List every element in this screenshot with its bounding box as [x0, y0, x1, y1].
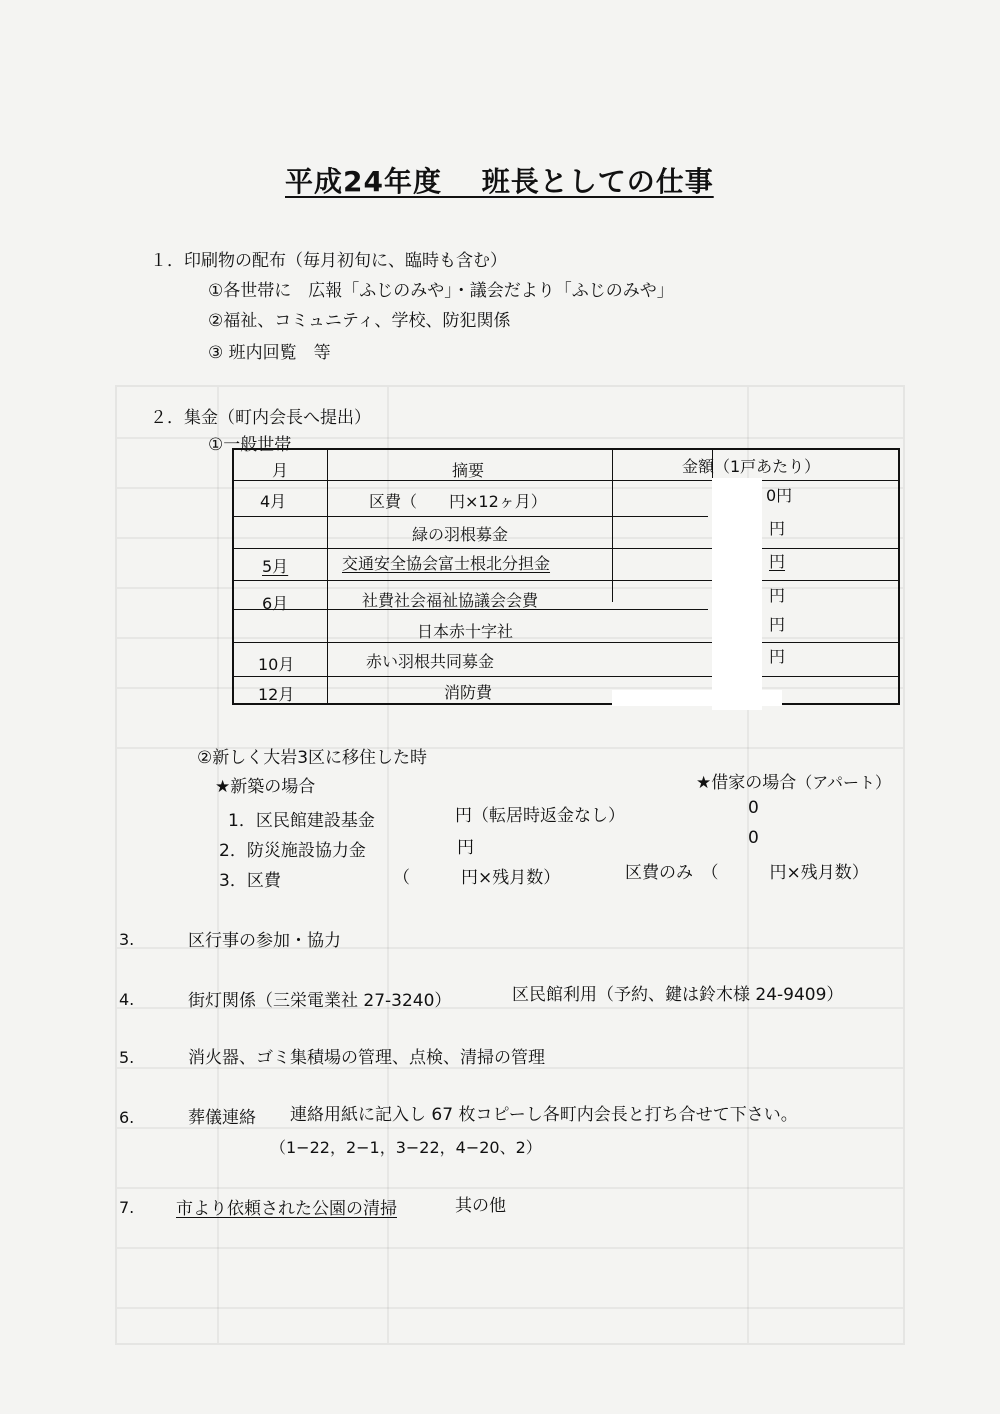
- section-1-item-3: ③ 班内回覧 等: [208, 343, 331, 363]
- section-4-text-2: 区民館利用（予約、鍵は鈴木様 24-9409）: [512, 985, 844, 1005]
- section-1-item-2: ②福祉、コミュニティ、学校、防犯関係: [208, 311, 511, 331]
- section-5-number: 5.: [119, 1048, 135, 1067]
- table-row-month: 10月: [258, 655, 295, 674]
- section-2-sub-2: ②新しく大岩3区に移住した時: [197, 748, 428, 768]
- table-row-month: 6月: [262, 594, 289, 613]
- redaction-mask: [712, 478, 762, 710]
- table-row-month: 12月: [258, 685, 295, 704]
- section-7-label: 市より依頼された公園の清掃: [176, 1199, 397, 1219]
- table-row-amount: 円: [769, 552, 786, 571]
- rental-label: [696, 768, 891, 793]
- table-row-amount: 円: [769, 615, 786, 634]
- section-6-text: 連絡用紙に記入し 67 枚コピーし各町内会長と打ち合せて下さい。: [290, 1105, 798, 1125]
- table-row-desc: 赤い羽根共同募金: [366, 652, 495, 671]
- table-row-desc: 消防費: [444, 683, 493, 702]
- section-1-heading: １．印刷物の配布（毎月初旬に、臨時も含む）: [150, 251, 507, 271]
- section-7-number: 7.: [119, 1198, 135, 1217]
- table-row-amount: 円: [769, 519, 786, 538]
- table-row-amount: 円: [769, 586, 786, 605]
- section-6-label: 葬儀連絡: [188, 1108, 256, 1128]
- table-header-month: 月: [272, 461, 289, 480]
- new-item-label: 2．防災施設協力金: [219, 841, 366, 861]
- rental-label-text: ★借家の場合: [696, 773, 797, 793]
- table-row-desc: 緑の羽根募金: [412, 525, 509, 544]
- table-row-desc: 日本赤十字社: [417, 622, 514, 641]
- new-build-label: ★新築の場合: [215, 777, 316, 797]
- rental-item-value: 0: [748, 798, 759, 818]
- table-row-desc: 社費社会福祉協議会会費: [362, 591, 539, 610]
- new-item-label: 3．区費: [219, 871, 281, 891]
- table-row-month: 5月: [262, 557, 289, 576]
- section-2-sub-1: ①一般世帯: [208, 435, 292, 455]
- section-6-number: 6.: [119, 1108, 135, 1127]
- table-row-month: 4月: [260, 492, 287, 511]
- table-header-desc: 摘要: [452, 461, 485, 480]
- rental-label-sub: （アパート）: [796, 773, 891, 792]
- table-row-amount: 0円: [766, 486, 793, 505]
- section-1-item-1: ①各世帯に 広報「ふじのみや」・議会だより「ふじのみや」: [208, 281, 674, 301]
- new-item-value: （ 円×残月数）: [393, 868, 561, 888]
- section-4-text: 街灯関係（三栄電業社 27-3240）: [188, 991, 452, 1011]
- new-item-value: 円: [457, 838, 474, 858]
- rental-item-value: 区費のみ （ 円×残月数）: [625, 863, 869, 883]
- table-row-amount: 円: [769, 647, 786, 666]
- section-3-text: 区行事の参加・協力: [188, 931, 341, 951]
- table-row-desc: 交通安全協会富士根北分担金: [342, 554, 551, 573]
- rental-item-value: 0: [748, 828, 759, 848]
- fee-table: [232, 448, 900, 705]
- section-7-text: 其の他: [455, 1196, 506, 1216]
- new-item-value: 円（転居時返金なし）: [455, 806, 625, 826]
- section-3-number: 3.: [119, 930, 135, 949]
- section-6-text-2: （1−22，2−1，3−22，4−20、2）: [270, 1138, 542, 1157]
- section-4-number: 4.: [119, 990, 135, 1009]
- table-row-desc: 区費（ 円×12ヶ月）: [369, 492, 547, 511]
- table-header-amount: 金額（1戸あたり）: [682, 457, 821, 476]
- section-5-text: 消火器、ゴミ集積場の管理、点検、清掃の管理: [188, 1048, 545, 1068]
- new-item-label: 1．区民館建設基金: [228, 811, 375, 831]
- page-title: 平成24年度 班長としての仕事: [285, 165, 714, 198]
- redaction-mask: [612, 690, 782, 706]
- section-2-heading: ２．集金（町内会長へ提出）: [150, 408, 371, 428]
